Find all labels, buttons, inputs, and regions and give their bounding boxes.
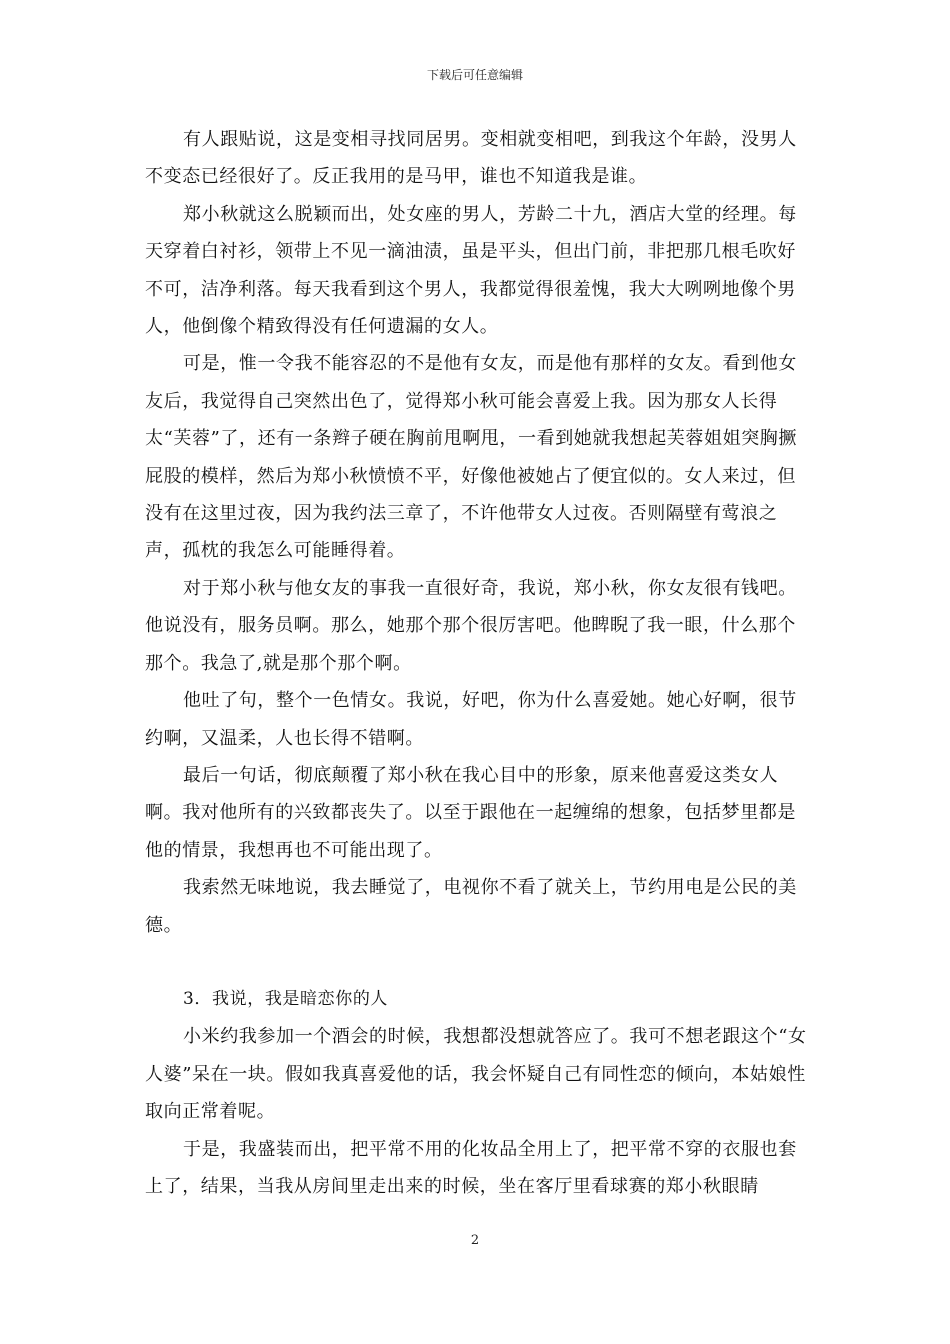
paragraph: 最后一句话，彻底颠覆了郑小秋在我心目中的形象，原来他喜爱这类女人啊。我对他所有的兴致都丧失了。以至于跟他在一起缠绵的想象，包括梦里都是他的情景，我想再也不可能出现了。: [145, 764, 796, 861]
paragraph: 于是，我盛装而出，把平常不用的化妆品全用上了，把平常不穿的衣服也套上了，结果，当我从房间里走出来的时候，坐在客厅里看球赛的郑小秋眼睛: [145, 1138, 797, 1197]
section-title: 3．我说，我是暗恋你的人: [183, 988, 389, 1009]
page-header: 下载后可任意编辑: [426, 68, 523, 82]
paragraph: 对于郑小秋与他女友的事我一直很好奇，我说，郑小秋，你女友很有钱吧。他说没有，服务员啊。那么，她那个那个很厉害吧。他睥睨了我一眼，什么那个那个。我急了,就是那个那个啊。: [145, 577, 797, 674]
paragraph: 郑小秋就这么脱颖而出，处女座的男人，芳龄二十九，酒店大堂的经理。每天穿着白衬衫，领带上不见一滴油渍，虽是平头，但出门前，非把那几根毛吹好不可，洁净利落。每天我看到这个男人，我都觉得很羞愧，我大大咧咧地像个男人，他倒像个精致得没有任何遗漏的女人。: [145, 203, 797, 338]
paragraph: 有人跟贴说，这是变相寻找同居男。变相就变相吧，到我这个年龄，没男人不变态已经很好了。反正我用的是马甲，谁也不知道我是谁。: [145, 129, 797, 188]
paragraph: 他吐了句，整个一色情女。我说，好吧，你为什么喜爱她。她心好啊，很节约啊，又温柔，人也长得不错啊。: [145, 690, 797, 749]
paragraph: 我索然无味地说，我去睡觉了，电视你不看了就关上，节约用电是公民的美德。: [145, 877, 797, 936]
page-number: 2: [470, 1233, 480, 1248]
paragraph: 小米约我参加一个酒会的时候，我想都没想就答应了。我可不想老跟这个“女人婆”呆在一块。假如我真喜爱他的话，我会怀疑自己有同性恋的倾向，本姑娘性取向正常着呢。: [145, 1026, 807, 1123]
document-body: [145, 121, 810, 1205]
paragraph: 可是，惟一令我不能容忍的不是他有女友，而是他有那样的女友。看到他女友后，我觉得自己突然出色了，觉得郑小秋可能会喜爱上我。因为那女人长得太“芙蓉”了，还有一条辫子硬在胸前甩啊甩，一看到她就我想起芙蓉姐姐突胸撅屁股的模样，然后为郑小秋愤愤不平，好像他被她占了便宜似的。女人来过，但没有在这里过夜，因为我约法三章了，不许他带女人过夜。否则隔壁有莺浪之声，孤枕的我怎么可能睡得着。: [145, 353, 798, 562]
